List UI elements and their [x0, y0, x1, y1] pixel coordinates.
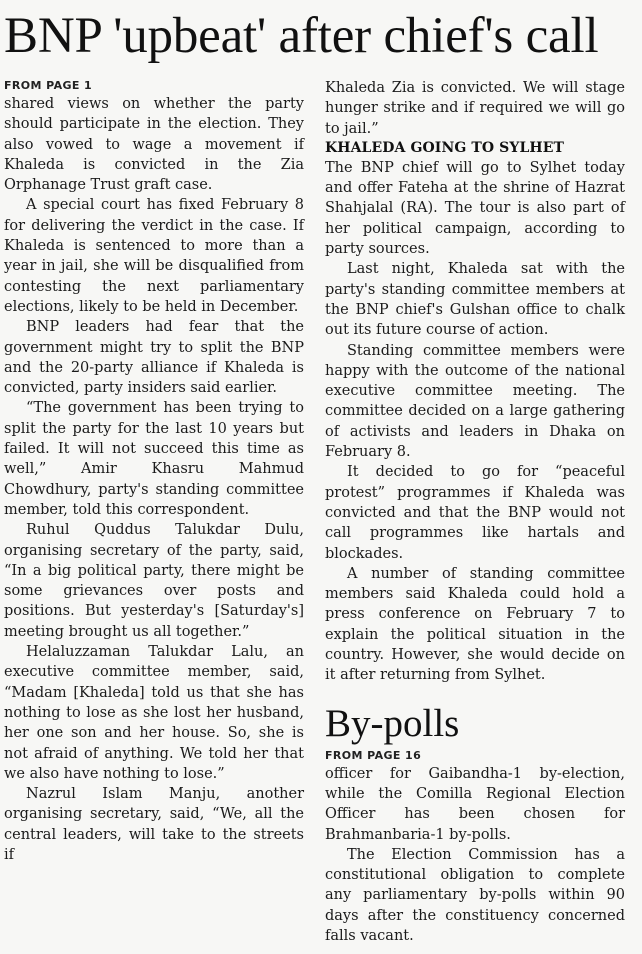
paragraph: officer for Gaibandha-1 by-election, while the Comilla Regional Election Officer has been chosen for Brahmanbaria-1 by-polls.: [325, 765, 625, 843]
paragraph: Ruhul Quddus Talukdar Dulu, organising secretary of the party, said, “In a big political party, there might be some grievances over posts and positions. But yesterday's [Saturday's] meeting brought us all together.”: [4, 522, 304, 640]
subhead: KHALEDA GOING TO SYLHET: [325, 139, 565, 156]
bypolls-kicker: FROM PAGE 16: [325, 748, 422, 762]
headline: BNP 'upbeat' after chief's call: [4, 8, 599, 64]
paragraph: “The government has been trying to split the party for the last 10 years but failed. It will not succeed this time as well,” Amir Khasru Mahmud Chowdhury, party's standing committee member, told this correspondent.: [4, 400, 304, 518]
paragraph: BNP leaders had fear that the government might try to split the BNP and the 20-party alliance if Khaleda is convicted, party insiders said earlier.: [4, 319, 304, 397]
paragraph-continuation: Khaleda Zia is convicted. We will stage hunger strike and if required we will go to jail.”: [325, 80, 625, 137]
paragraph: A number of standing committee members said Khaleda could hold a press conference on February 7 to explain the political situation in the country. However, she would decide on it after returning from Sylhet.: [325, 565, 625, 684]
paragraph: The Election Commission has a constitutional obligation to complete any parliamentary by-polls within 90 days after the constituency concerned falls vacant.: [325, 846, 625, 944]
paragraph: Standing committee members were happy with the outcome of the national executive committee meeting. The committee decided on a large gathering of activists and leaders in Dhaka on February 8.: [325, 342, 625, 461]
bypolls-title: By-polls: [325, 701, 460, 745]
paragraph: Last night, Khaleda sat with the party's standing committee members at the BNP chief's Gulshan office to chalk out its future course of action.: [325, 261, 625, 339]
right-column: [325, 78, 625, 946]
paragraph: The BNP chief will go to Sylhet today and offer Fateha at the shrine of Hazrat Shahjalal (RA). The tour is also part of her political campaign, according to party sources.: [325, 159, 625, 258]
paragraph: It decided to go for “peaceful protest” programmes if Khaleda was convicted and that the BNP would not call programmes like hartals and blockades.: [325, 464, 625, 562]
left-column: [4, 78, 304, 865]
paragraph: Helaluzzaman Talukdar Lalu, an executive committee member, said, “Madam [Khaleda] told us that she has nothing to lose as she lost her husband, her one son and her house. So, she is not afraid of anything. We told her that we also have nothing to lose.”: [4, 644, 304, 782]
paragraph: Nazrul Islam Manju, another organising secretary, said, “We, all the central leaders, will take to the streets if: [4, 786, 304, 863]
from-page-kicker: FROM PAGE 1: [4, 79, 93, 92]
paragraph: A special court has fixed February 8 for delivering the verdict in the case. If Khaleda is sentenced to more than a year in jail, she will be disqualified from contesting the next parliamentary elections, likely to be held in December.: [4, 197, 304, 315]
paragraph: shared views on whether the party should participate in the election. They also vowed to wage a movement if Khaleda is convicted in the Zia Orphanage Trust graft case.: [4, 96, 304, 194]
